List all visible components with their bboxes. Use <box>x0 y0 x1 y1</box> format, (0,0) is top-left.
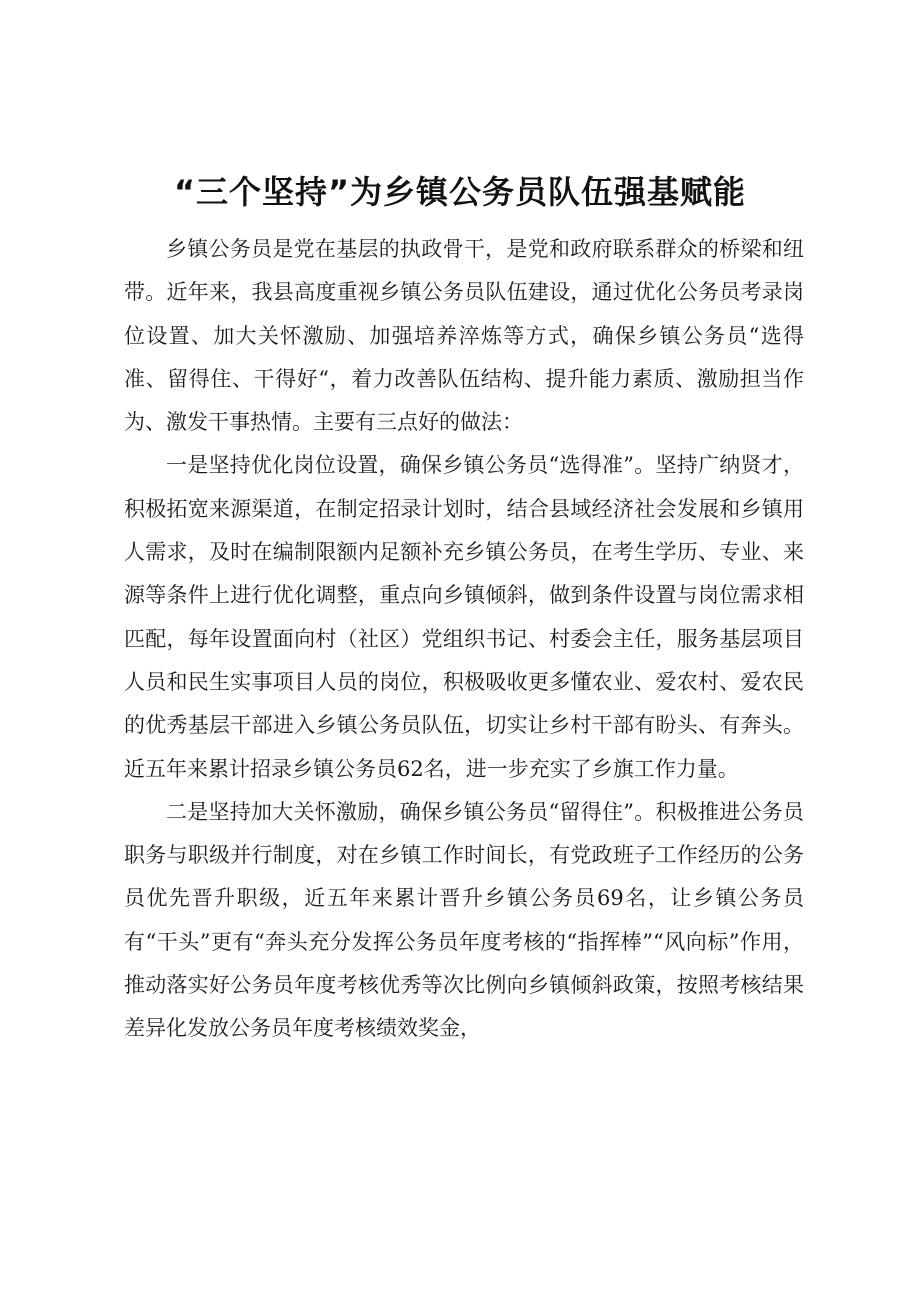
paragraph-point-one: 一是坚持优化岗位设置，确保乡镇公务员“选得准”。坚持广纳贤才，积极拓宽来源渠道，在制定招录计划时，结合县域经济社会发展和乡镇用人需求，及时在编制限额内足额补充乡镇公务员，在考生学历、专业、来源等条件上进行优化调整，重点向乡镇倾斜，做到条件设置与岗位需求相匹配，每年设置面向村（社区）党组织书记、村委会主任，服务基层项目人员和民生实事项目人员的岗位，积极吸收更多懂农业、爱农村、爱农民的优秀基层干部进入乡镇公务员队伍，切实让乡村干部有盼头、有奔头。近五年来累计招录乡镇公务员62名，进一步充实了乡旗工作力量。 <box>124 453 804 781</box>
paragraph-point-two: 二是坚持加大关怀激励，确保乡镇公务员“留得住”。积极推进公务员职务与职级并行制度，对在乡镇工作时间长，有党政班子工作经历的公务员优先晋升职级，近五年来累计晋升乡镇公务员69名，让乡镇公务员有“干头”更有“奔头充分发挥公务员年度考核的“指挥棒”“风向标”作用，推动落实好公务员年度考核优秀等次比例向乡镇倾斜政策，按照考核结果差异化发放公务员年度考核绩效奖金， <box>124 799 804 1041</box>
document-title: “三个坚持”为乡镇公务员队伍强基赋能 <box>173 173 747 211</box>
document-body <box>124 228 804 1051</box>
paragraph-intro: 乡镇公务员是党在基层的执政骨干，是党和政府联系群众的桥梁和纽带。近年来，我县高度重视乡镇公务员队伍建设，通过优化公务员考录岗位设置、加大关怀激励、加强培养淬炼等方式，确保乡镇公务员“选得准、留得住、干得好“，着力改善队伍结构、提升能力素质、激励担当作为、激发干事热情。主要有三点好的做法： <box>124 237 804 435</box>
